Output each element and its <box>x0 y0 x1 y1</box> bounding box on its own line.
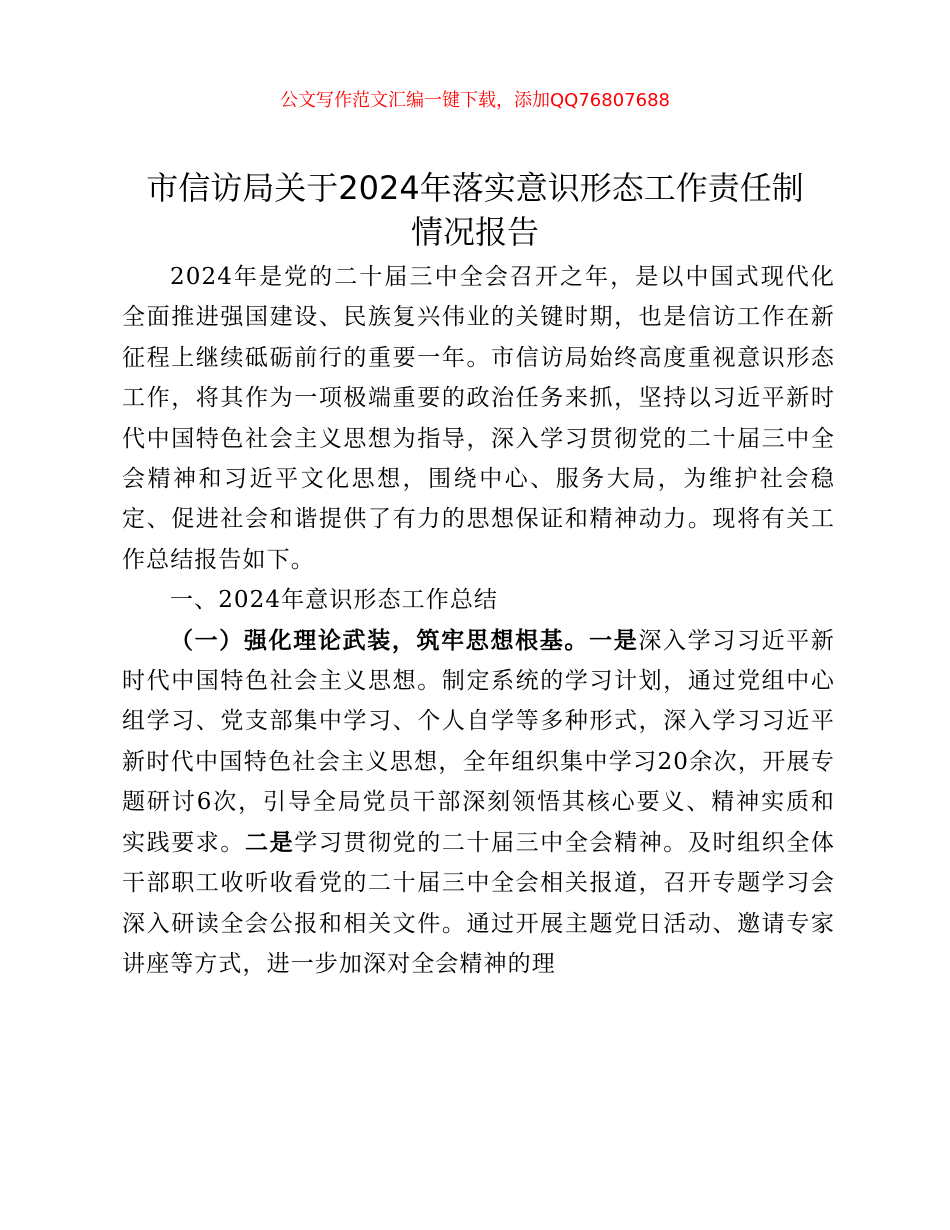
subsection-paragraph <box>122 621 835 985</box>
promo-banner[interactable]: 公文写作范文汇编一键下载，添加QQ76807688 <box>280 90 670 111</box>
document-body <box>122 257 835 984</box>
subsection-heading: （一）强化理论武装，筑牢思想根基。 <box>170 627 590 654</box>
point-label-2: 二是 <box>245 829 295 856</box>
point-label-1: 一是 <box>589 627 639 654</box>
document-title <box>100 166 850 254</box>
intro-paragraph: 2024年是党的二十届三中全会召开之年，是以中国式现代化全面推进强国建设、民族复兴伟业的关键时期，也是信访工作在新征程上继续砥砺前行的重要一年。市信访局始终高度重视意识形态工作，将其作为一项极端重要的政治任务来抓，坚持以习近平新时代中国特色社会主义思想为指导，深入学习贯彻党的二十届三中全会精神和习近平文化思想，围绕中心、服务大局，为维护社会稳定、促进社会和谐提供了有力的思想保证和精神动力。现将有关工作总结报告如下。 <box>122 264 835 573</box>
title-line-1: 市信访局关于2024年落实意识形态工作责任制 <box>146 169 804 207</box>
section-heading: 一、2024年意识形态工作总结 <box>170 587 499 614</box>
title-line-2: 情况报告 <box>410 213 539 251</box>
point-text-1: 深入学习习近平新时代中国特色社会主义思想。制定系统的学习计划，通过党组中心组学习、党支部集中学习、个人自学等多种形式，深入学习习近平新时代中国特色社会主义思想，全年组织集中学习20余次，开展专题研讨6次，引导全局党员干部深刻领悟其核心要义、精神实质和实践要求。 <box>122 627 836 856</box>
point-text-2: 学习贯彻党的二十届三中全会精神。及时组织全体干部职工收听收看党的二十届三中全会相关报道，召开专题学习会深入研读全会公报和相关文件。通过开展主题党日活动、邀请专家讲座等方式，进一步加深对全会精神的理 <box>122 829 836 977</box>
